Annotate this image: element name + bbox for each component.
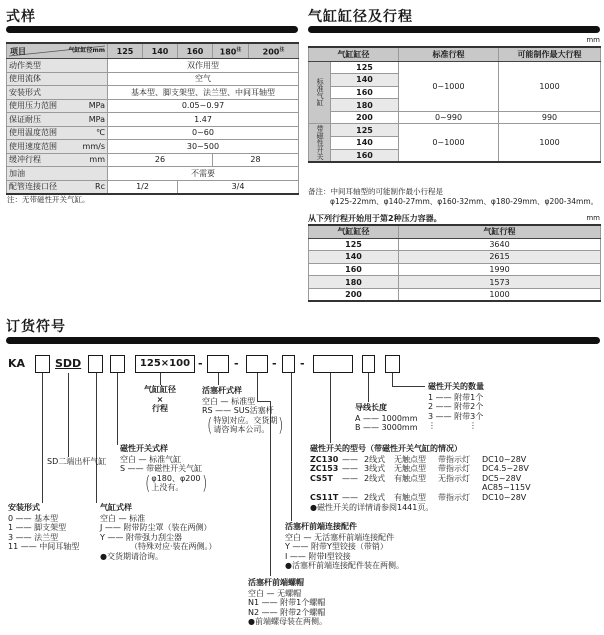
spec-label-text: 动作类型: [9, 60, 41, 70]
rod_style-paren-note: ( 特别对应。交货期 请咨询本公司。 ): [207, 413, 284, 436]
spec-value-cell: 空气: [108, 72, 299, 86]
switch_model-model-row: ZC153 —— 3线式 无触点型 带指示灯 DC4.5~28V: [310, 464, 529, 474]
bore-stroke-table: [308, 46, 601, 163]
lead_length-item: B —— 3000mm: [355, 423, 418, 433]
block-lead-length: [355, 403, 418, 433]
switch_model-model-row: AC85~115V: [482, 483, 531, 493]
rod_style-item: RS —— SUS活塞杆: [202, 406, 274, 416]
spec-title-bar: [6, 26, 298, 33]
cylinder_style-item: J —— 附带防尘罩（装在两侧）: [100, 523, 212, 533]
code-dash-2: -: [234, 357, 239, 370]
spec-table: [6, 42, 299, 195]
max-stroke-cell: 1000: [499, 61, 601, 111]
rod_end_nut-item: 空白 — 无螺帽: [248, 588, 302, 598]
code-box-cylinder-style: [88, 355, 103, 373]
spec-bore-header: 160: [178, 43, 213, 59]
spec-row: [7, 72, 299, 86]
spec-corner-bore-label: 气缸缸径mm: [68, 47, 105, 54]
cylinder_style-subnote: （特殊对应·装在两侧。）: [130, 542, 217, 552]
switch_qty-item: ⋮ ⋮: [428, 421, 478, 431]
leader-series: [68, 373, 69, 457]
spec-label-text: 保证耐压: [9, 114, 41, 124]
pressure-vessel-table: [308, 224, 601, 302]
switch_model-model-row: CS11T —— 2线式 有触点型 带指示灯 DC10~28V: [310, 492, 527, 502]
spec-bore-header: 125: [108, 43, 143, 59]
stroke-cell: 0~1000: [399, 61, 499, 111]
spec-value-cell: 1.47: [108, 113, 299, 127]
spec-unit-text: Rc: [95, 182, 105, 191]
spec-value-cell: 30~500: [108, 140, 299, 154]
spec-row: [7, 59, 299, 73]
block-switch-model: [310, 444, 531, 512]
cylinder_style-item: 空白 — 标准: [100, 513, 146, 523]
spec-value-cell: 0.05~0.97: [108, 99, 299, 113]
bore_stroke-item: 行程: [152, 404, 168, 414]
code-series: SDD: [55, 357, 82, 370]
block-rod-end-nut: [248, 578, 327, 627]
spec-section-title: 式样: [6, 9, 36, 25]
leader-cylinder-style: [96, 373, 97, 503]
rod_end_fitting-title: 活塞杆前端连接配件: [285, 522, 357, 531]
spec-unit-text: MPa: [88, 114, 105, 124]
leader-lead-length: [368, 373, 369, 402]
stroke-cell: 0~990: [399, 111, 499, 124]
bore-size-cell: 160: [331, 149, 399, 162]
pv-row: [309, 263, 601, 276]
bore-size-cell: 160: [331, 86, 399, 99]
bore-section-title: 气缸缸径及行程: [308, 9, 413, 25]
code-box-bore-stroke: 125×100: [135, 355, 195, 373]
pv-header-cell: 气缸缸径: [309, 225, 399, 238]
spec-value-cell: 28: [213, 153, 299, 167]
pv-stroke-cell: 1990: [399, 263, 601, 276]
spec-label-text: 使用流体: [9, 74, 41, 84]
spec-label-text: 缓冲行程: [9, 155, 41, 165]
spec-row: [7, 167, 299, 181]
spec-label-text: 安装形式: [9, 87, 41, 97]
bore-size-cell: 200: [331, 111, 399, 124]
bore-header-bore: 气缸缸径: [309, 47, 399, 61]
rod_end_nut-item: N1 —— 附带1个螺帽: [248, 598, 326, 608]
switch_qty-title: 磁性开关的数量: [428, 382, 484, 391]
switch_model-note: ●磁性开关的详情请参阅1441页。: [310, 502, 434, 512]
spec-label-text: 配管连接口径: [9, 182, 57, 191]
spec-row: [7, 113, 299, 127]
lead_length-item: A —— 1000mm: [355, 413, 418, 423]
spec-row-label: [7, 113, 108, 127]
pv-stroke-cell: 2615: [399, 251, 601, 264]
spec-value-cell: 3/4: [178, 180, 299, 194]
order-title-bar: [6, 337, 600, 344]
block-bore-stroke: [136, 385, 184, 414]
spec-label-text: 使用速度范围: [9, 141, 57, 151]
code-box-switch-qty: [385, 355, 400, 373]
spec-label-text: 使用温度范围: [9, 128, 57, 138]
switch_style-item: 空白 — 标准气缸: [120, 454, 182, 464]
pressure-vessel-title: 从下列行程开始用于第2种压力容器。: [308, 214, 442, 223]
pv-row: [309, 276, 601, 289]
spec-unit-text: ℃: [96, 128, 105, 138]
spec-value-cell: 不需要: [108, 167, 299, 181]
pv-row: [309, 238, 601, 251]
code-box-rod-end-fitting: [282, 355, 295, 373]
leader-switch-qty-a: [392, 373, 393, 386]
spec-row: [7, 153, 299, 167]
order-section-title: 订货符号: [6, 319, 66, 335]
code-box-switch-model: [313, 355, 353, 373]
spec-unit-text: mm: [89, 155, 105, 165]
code-prefix: KA: [8, 357, 26, 370]
block-rod-end-fitting: [285, 522, 404, 571]
spec-value-cell: 26: [108, 153, 213, 167]
pv-bore-cell: 125: [309, 238, 399, 251]
spec-value-cell: 1/2: [108, 180, 178, 194]
pv-bore-cell: 180: [309, 276, 399, 289]
bore-table1-unit: mm: [586, 36, 600, 44]
spec-header-row: [7, 43, 299, 59]
spec-row-label: [7, 126, 108, 140]
rod_end_nut-item: N2 —— 附带2个螺帽: [248, 607, 326, 617]
pv-bore-cell: 140: [309, 251, 399, 264]
spec-value-cell: 0~60: [108, 126, 299, 140]
block-mounting: [8, 503, 79, 552]
cylinder_style-item: ●交货期请洽询。: [100, 551, 163, 561]
spec-corner-cell: [7, 43, 108, 59]
bore-header-max: 可能制作最大行程: [499, 47, 601, 61]
rod_style-title: 活塞杆式样: [202, 386, 242, 395]
spec-value-cell: 双作用型: [108, 59, 299, 73]
bore-size-cell: 140: [331, 74, 399, 87]
pv-stroke-cell: 3640: [399, 238, 601, 251]
spec-row-label: [7, 72, 108, 86]
bore-row: [309, 61, 601, 74]
bore-size-cell: 125: [331, 124, 399, 137]
pv-header-row: [309, 225, 601, 238]
code-dash-1: -: [198, 357, 203, 370]
bore_stroke-item: ×: [156, 394, 164, 404]
bore-size-cell: 125: [331, 61, 399, 74]
code-box-lead-length: [362, 355, 375, 373]
rod_end_fitting-item: ●活塞杆前端连接配件装在两侧。: [285, 561, 404, 571]
leader-mounting: [42, 373, 43, 503]
spec-row: [7, 86, 299, 100]
pressure-table-unit: mm: [586, 214, 600, 222]
bore-row: [309, 111, 601, 124]
block-switch-qty: [428, 382, 484, 431]
spec-row: [7, 180, 299, 194]
bore-header-row: [309, 47, 601, 61]
bore-remark-2: φ125-22mm、φ140-27mm、φ160-32mm、φ180-29mm、φ200-34mm。: [330, 197, 599, 206]
leader-bore-stroke: [160, 373, 161, 385]
spec-note: 注：无带磁性开关气缸。: [7, 195, 90, 204]
rod_end_nut-item: ●前端螺母装在两侧。: [248, 617, 327, 627]
switch_qty-item: 3 —— 附带3个: [428, 411, 484, 421]
leader-rod-end-fitting: [291, 373, 292, 521]
mounting-item: 11 —— 中间耳轴型: [8, 542, 80, 552]
spec-row-label: [7, 99, 108, 113]
mounting-item: 0 —— 基本型: [8, 513, 59, 523]
rod_end_fitting-item: 空白 — 无活塞杆前端连接配件: [285, 532, 395, 542]
mounting-item: 1 —— 脚支架型: [8, 523, 67, 533]
switch_qty-item: 2 —— 附带2个: [428, 402, 484, 412]
spec-row-label: [7, 153, 108, 167]
pv-bore-cell: 200: [309, 288, 399, 301]
switch_model-title: 磁性开关的型号（带磁性开关气缸的情况）: [310, 444, 462, 453]
bore-group-label: 标准气缸: [309, 61, 331, 124]
spec-row-label: [7, 167, 108, 181]
bore-size-cell: 140: [331, 137, 399, 150]
spec-row-label: [7, 59, 108, 73]
switch_model-model-row: CS5T —— 2线式 有触点型 无指示灯 DC5~28V: [310, 473, 522, 483]
rod_end_nut-title: 活塞杆前端螺帽: [248, 578, 304, 587]
pv-row: [309, 288, 601, 301]
rod_style-item: 空白 — 标准型: [202, 396, 256, 406]
spec-row-label: [7, 86, 108, 100]
spec-row-label: [7, 180, 108, 194]
leader-rod-style: [218, 373, 219, 385]
spec-row-label: [7, 140, 108, 154]
spec-corner-item-label: 项目: [10, 47, 26, 56]
rod_end_fitting-item: I —— 附带I型铰接: [285, 551, 351, 561]
code-box-switch-style: [110, 355, 125, 373]
switch_style-title: 磁性开关式样: [120, 444, 168, 453]
bore-header-stroke: 标准行程: [399, 47, 499, 61]
leader-switch-style: [117, 373, 118, 445]
spec-label-text: 加油: [9, 168, 25, 178]
leader-switch-model: [330, 373, 331, 443]
switch_style-item: S —— 带磁性开关气缸: [120, 464, 203, 474]
bore-group-label: 带磁性开关: [309, 124, 331, 162]
bore-title-bar: [308, 26, 600, 33]
spec-label-text: 使用压力范围: [9, 101, 57, 111]
switch_style-paren-note: ( φ180、φ200 上没有。 ): [145, 471, 207, 494]
mounting-title: 安装形式: [8, 503, 40, 512]
switch_model-model-row: ZC130 —— 2线式 无触点型 带指示灯 DC10~28V: [310, 454, 527, 464]
code-box-rod-end-nut: [246, 355, 268, 373]
spec-unit-text: MPa: [88, 101, 105, 111]
leader-switch-qty-b: [392, 386, 425, 387]
pv-header-cell: 气缸行程: [399, 225, 601, 238]
spec-unit-text: mm/s: [82, 141, 105, 151]
rod_end_fitting-item: Y —— 附带Y型铰接（带销）: [285, 542, 388, 552]
bore-remark-1: 备注：中间耳轴型的可能制作最小行程是: [308, 187, 443, 196]
max-stroke-cell: 1000: [499, 124, 601, 162]
spec-value-cell: 基本型、脚支架型、法兰型、中间耳轴型: [108, 86, 299, 100]
spec-bore-header: 140: [143, 43, 178, 59]
spec-bore-header: $180^注$: [213, 43, 249, 59]
pv-bore-cell: 160: [309, 263, 399, 276]
spec-bore-header: $200^注$: [249, 43, 299, 59]
code-box-rod-style: [207, 355, 229, 373]
code-dash-3: -: [272, 357, 277, 370]
spec-row: [7, 126, 299, 140]
code-dash-4: -: [300, 357, 305, 370]
block-rod-style: [202, 386, 285, 435]
cylinder_style-item: Y —— 附带强力刮尘器: [100, 532, 182, 542]
max-stroke-cell: 990: [499, 111, 601, 124]
pv-stroke-cell: 1573: [399, 276, 601, 289]
mounting-item: 3 —— 法兰型: [8, 532, 59, 542]
bore-size-cell: 180: [331, 99, 399, 112]
block-switch-style: [120, 444, 208, 493]
pv-row: [309, 251, 601, 264]
lead_length-title: 导线长度: [355, 403, 387, 412]
switch_qty-item: 1 —— 附带1个: [428, 392, 484, 402]
spec-row: [7, 99, 299, 113]
stroke-cell: 0~1000: [399, 124, 499, 162]
cylinder_style-title: 气缸式样: [100, 503, 132, 512]
spec-row: [7, 140, 299, 154]
series-label: SD二端出杆气缸: [47, 457, 107, 466]
block-cylinder-style: [100, 503, 217, 562]
bore-row: [309, 124, 601, 137]
code-box-mounting: [35, 355, 50, 373]
pv-stroke-cell: 1000: [399, 288, 601, 301]
bore_stroke-item: 气缸缸径: [144, 385, 176, 394]
